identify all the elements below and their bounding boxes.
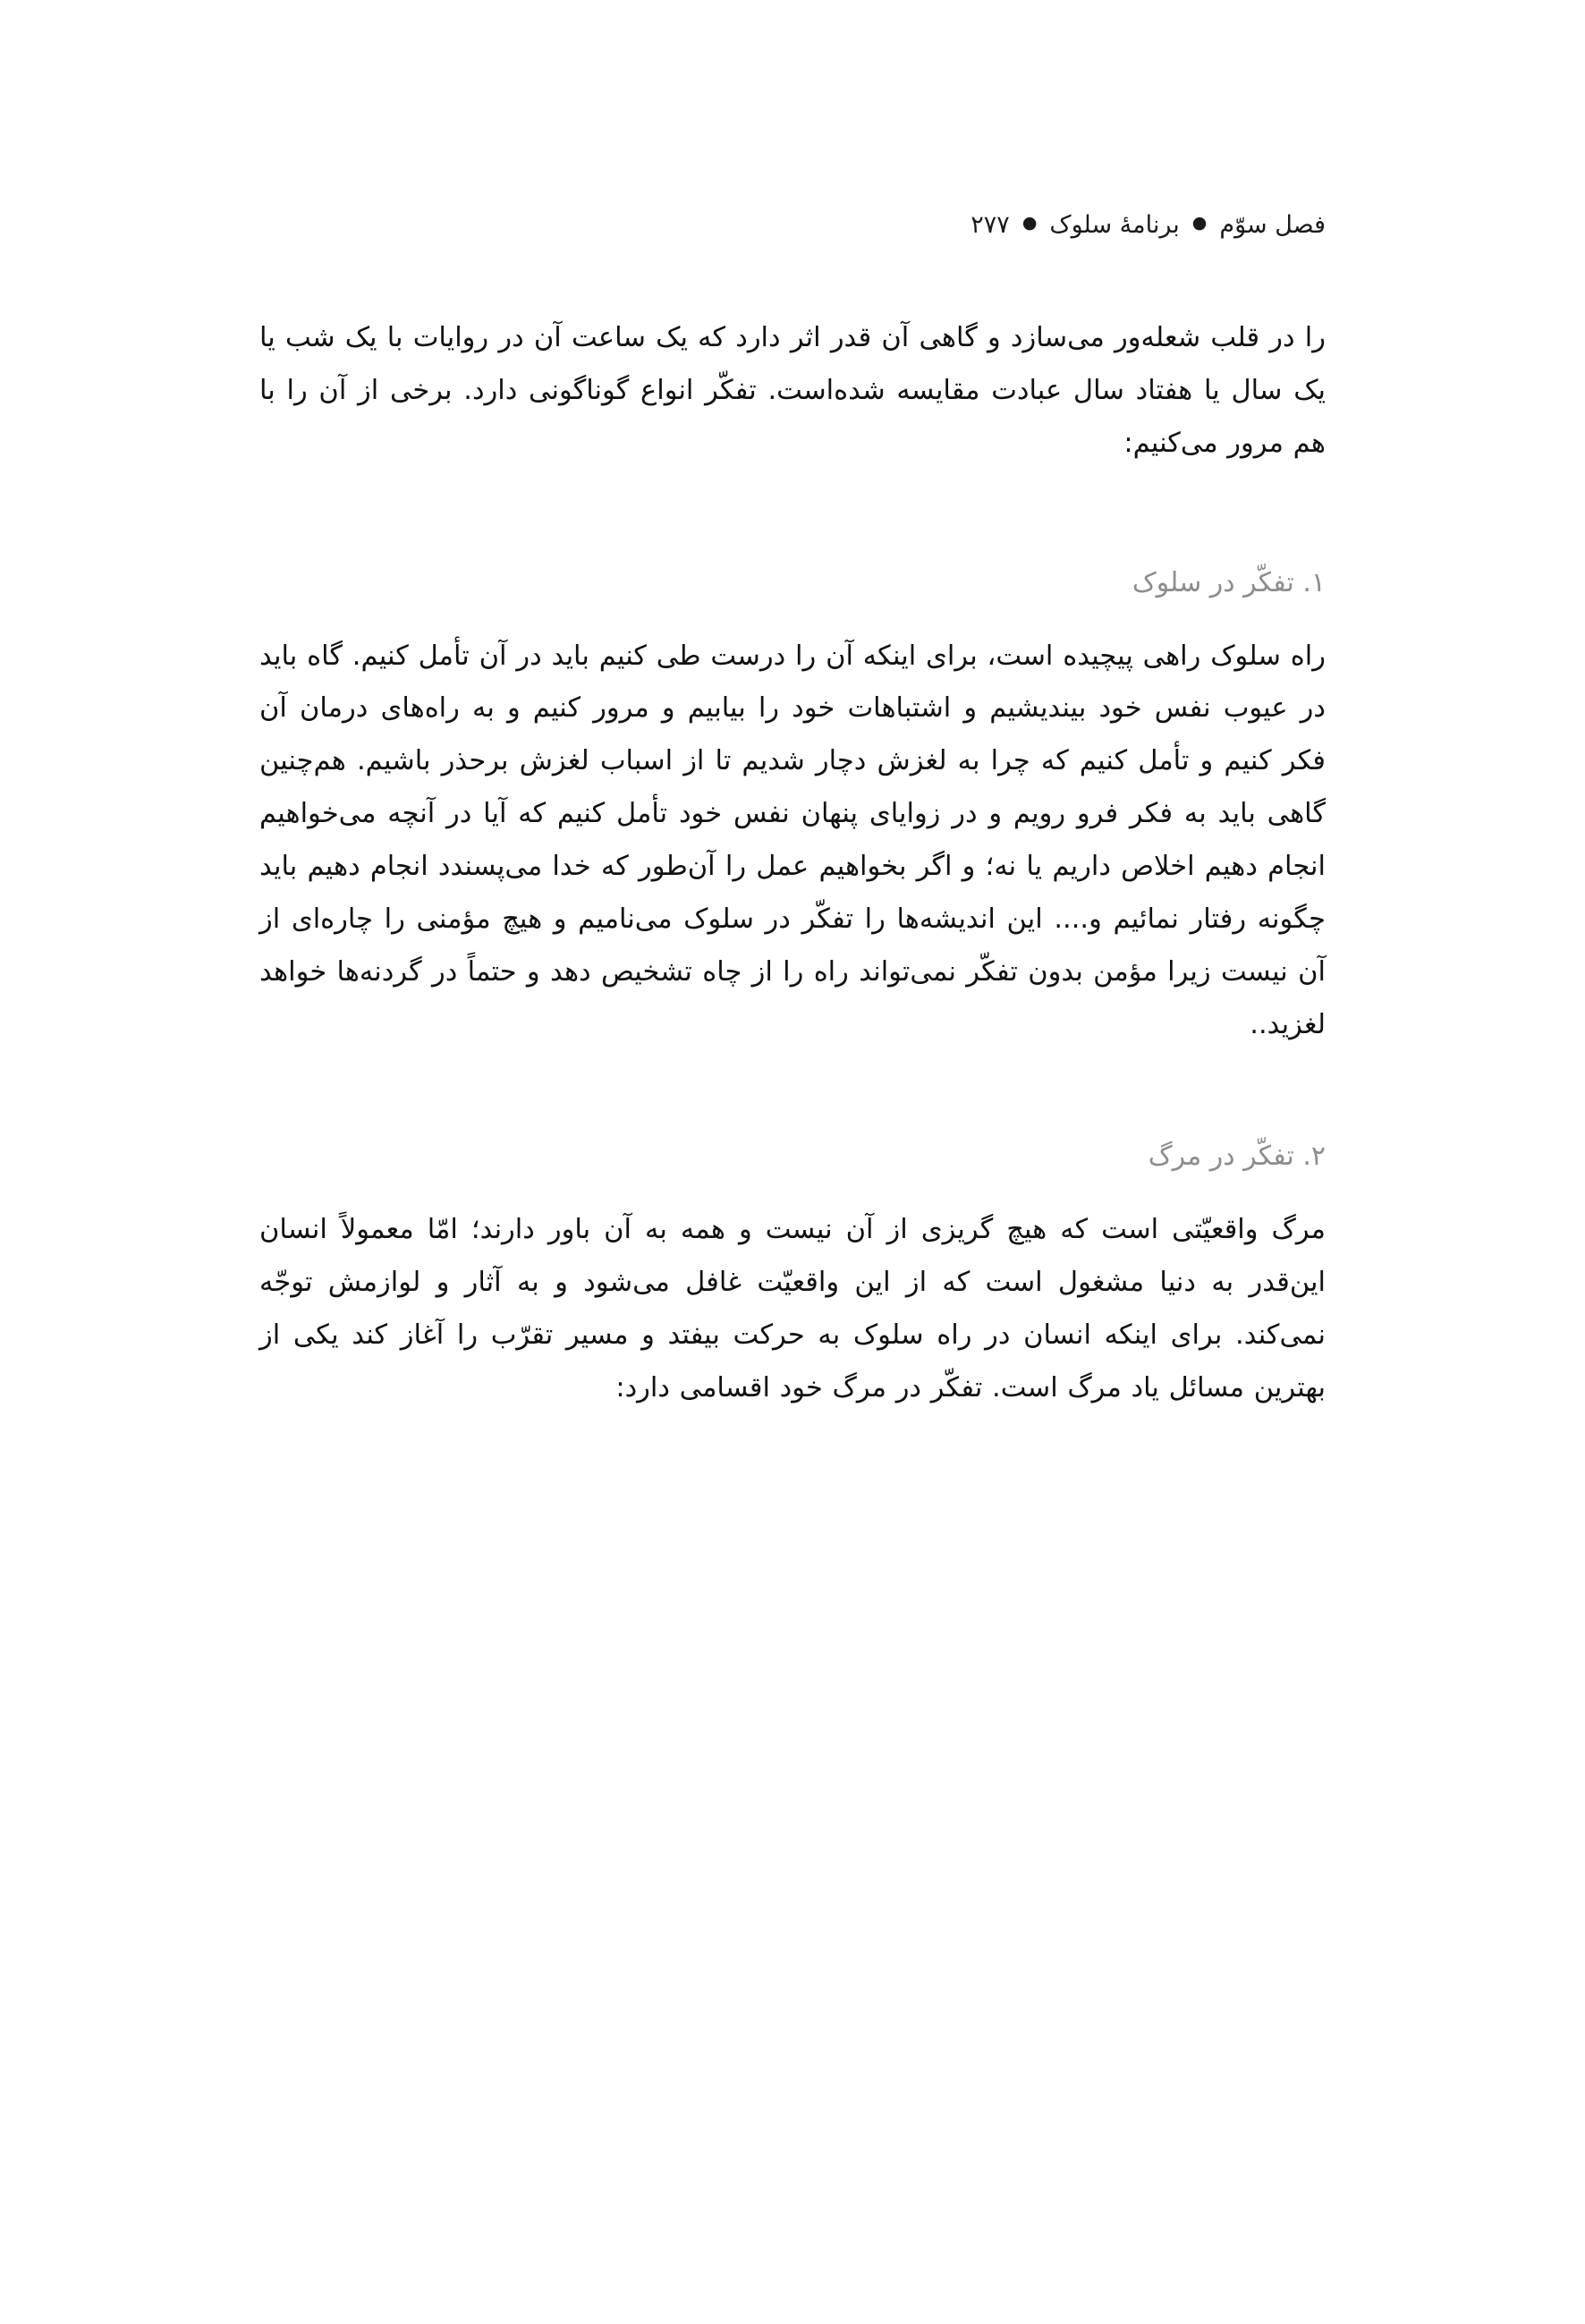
spacer xyxy=(259,1172,1326,1204)
header-chapter: فصل سوّم xyxy=(1219,211,1326,239)
header-separator-icon: ● xyxy=(1191,213,1208,233)
running-header xyxy=(259,211,1326,239)
section-heading-1: ۱. تفکّر در سلوک xyxy=(1132,566,1326,598)
intro-paragraph: را در قلب شعله‌ور می‌سازد و گاهی آن قدر اثر دارد که یک ساعت آن در روایات با یک شب یا یک سال یا هفتاد سال عبادت مقایسه شده‌است. تفکّر انواع گوناگونی دارد. برخی از آن را با هم مرور می‌کنیم: xyxy=(259,322,1326,459)
spacer xyxy=(259,1078,1326,1141)
section-paragraph-2: مرگ واقعیّتی است که هیچ گریزی از آن نیست و همه به آن باور دارند؛ امّا معمولاً انسان این‌قدر به دنیا مشغول است که از این واقعیّت غافل می‌شود و به آثار و لوازمش توجّه نمی‌کند. برای اینکه انسان در راه سلوک به حرکت بیفتد و مسیر تقرّب را آغاز کند یکی از بهترین مسائل یاد مرگ است. تفکّر در مرگ خود اقسامی دارد: xyxy=(259,1214,1326,1404)
page-content xyxy=(259,211,1326,1442)
header-separator-icon-2: ● xyxy=(1021,213,1038,233)
section-paragraph-1: راه سلوک راهی پیچیده است، برای اینکه آن را درست طی کنیم باید در آن تأمل کنیم. گاه باید در عیوب نفس خود بیندیشیم و اشتباهات خود را بیابیم و مرور کنیم و به راه‌های درمان آن فکر کنیم و تأمل کنیم که چرا به لغزش دچار شدیم تا از اسباب لغزش برحذر باشیم. هم‌چنین گاهی باید به فکر فرو رویم و در زوایای پنهان نفس خود تأمل کنیم که آیا در آنچه می‌خواهیم انجام دهیم اخلاص داریم یا نه؛ و اگر بخواهیم عمل را آن‌طور که خدا می‌پسندد انجام دهیم باید چگونه رفتار نمائیم و.... این اندیشه‌ها را تفکّر در سلوک می‌نامیم و هیچ مؤمنی را چاره‌ای از آن نیست زیرا مؤمن بدون تفکّر نمی‌تواند راه را از چاه تشخیص دهد و حتماً در گردنه‌ها خواهد لغزید.. xyxy=(259,640,1326,1040)
spacer xyxy=(259,497,1326,567)
header-book-title: برنامهٔ سلوک xyxy=(1049,211,1180,239)
section-heading-2: ۲. تفکّر در مرگ xyxy=(1148,1141,1326,1173)
spacer xyxy=(259,598,1326,631)
page-number: ۲۷۷ xyxy=(970,211,1010,239)
